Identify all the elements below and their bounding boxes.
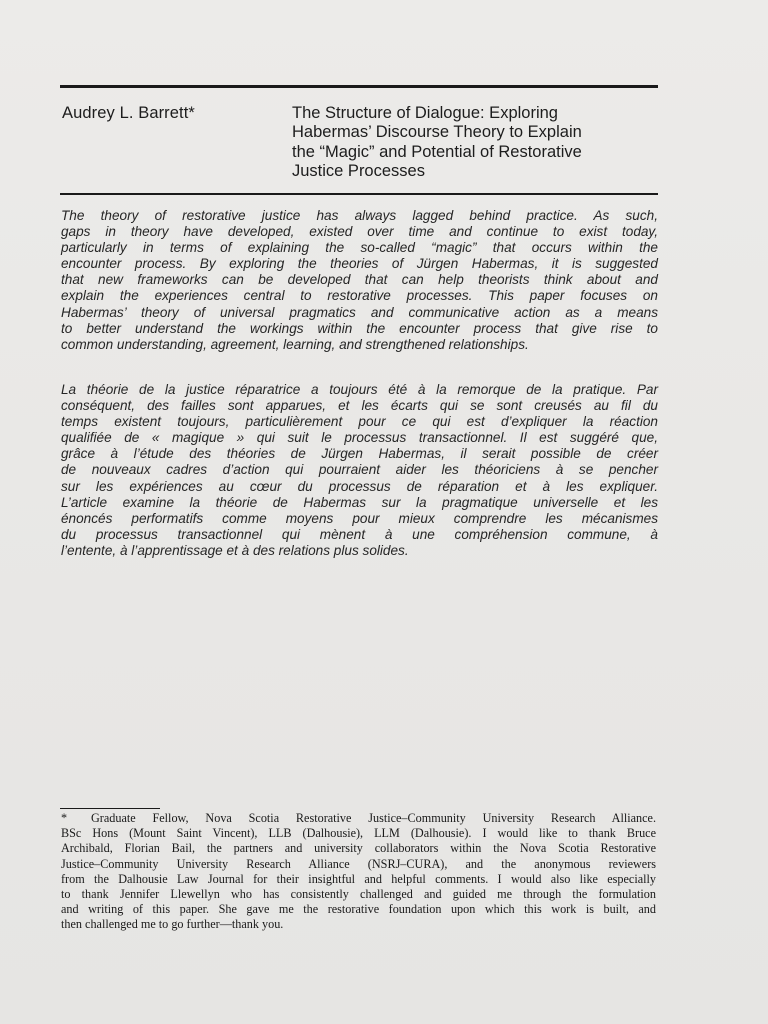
abstract-line: L’article examine la théorie de Habermas sur la pragmatique universelle et les: [61, 494, 658, 510]
abstract-french: [61, 382, 658, 559]
abstract-line: explain the experiences central to restorative processes. This paper focuses on: [61, 288, 658, 304]
footnote-marker: *: [61, 811, 68, 825]
abstract-line: l’entente, à l’apprentissage et à des relations plus solides.: [61, 542, 409, 558]
abstract-line: that new frameworks can be developed that can help theorists think about and: [61, 272, 658, 288]
footnote-line: and writing of this paper. She gave me the restorative foundation upon which this work is built, and: [61, 902, 656, 917]
footnote-line: Archibald, Florian Bail, the partners and university collaborators within the Nova Scotia Restorative: [61, 841, 656, 856]
footnote-rule: [60, 808, 160, 809]
footnote: [61, 811, 656, 933]
abstract-line: conséquent, des failles sont apparues, et les écarts qui se sont creusés au fil du: [61, 398, 658, 414]
title-line: Justice Processes: [292, 161, 425, 180]
abstract-line: encounter process. By exploring the theories of Jürgen Habermas, it is suggested: [61, 256, 658, 272]
abstract-line: to better understand the workings within the encounter process that give rise to: [61, 320, 658, 336]
footnote-line: to thank Jennifer Llewellyn who has consistently challenged and guided me through the formulation: [61, 887, 656, 902]
abstract-line: énoncés performatifs comme moyens pour mieux comprendre les mécanismes: [61, 510, 658, 526]
abstract-line: sur les expériences au cœur du processus de réparation et à les expliquer.: [61, 478, 658, 494]
header-top-rule: [60, 85, 658, 88]
title-line: Habermas’ Discourse Theory to Explain: [292, 123, 582, 142]
abstract-line: de nouveaux cadres d’action qui pourraient aider les théoriciens à se pencher: [61, 462, 658, 478]
title-line: The Structure of Dialogue: Exploring: [292, 104, 558, 122]
abstract-line: grâce à l’étude des théories de Jürgen Habermas, il serait possible de créer: [61, 446, 658, 462]
abstract-line: qualifiée de « magique » qui suit le processus transactionnel. Il est suggéré que,: [61, 430, 658, 446]
abstract-line: common understanding, agreement, learning, and strengthened relationships.: [61, 336, 529, 352]
footnote-line: Justice–Community University Research Alliance (NSRJ–CURA), and the anonymous reviewers: [61, 856, 656, 871]
abstract-line: du processus transactionnel qui mènent à une compréhension commune, à: [61, 526, 658, 542]
abstract-line: temps existent toujours, particulièrement pour ce qui est d’expliquer la réaction: [61, 414, 658, 430]
abstract-english: [61, 208, 658, 353]
author-name: Audrey L. Barrett*: [62, 104, 195, 122]
footnote-line-text: Graduate Fellow, Nova Scotia Restorative Justice–Community University Research Alliance.: [91, 811, 656, 825]
title-line: the “Magic” and Potential of Restorative: [292, 142, 582, 161]
abstract-line: gaps in theory have developed, existed over time and continue to exist today,: [61, 224, 658, 240]
footnote-line: from the Dalhousie Law Journal for their insightful and helpful comments. I would also like especially: [61, 871, 656, 886]
abstract-line: La théorie de la justice réparatrice a toujours été à la remorque de la pratique. Par: [61, 382, 658, 397]
abstract-line: Habermas’ theory of universal pragmatics and communicative action as a means: [61, 304, 658, 320]
article-title: [292, 104, 662, 181]
abstract-line: The theory of restorative justice has always lagged behind practice. As such,: [61, 208, 658, 223]
footnote-line: then challenged me to go further—thank you.: [61, 917, 284, 932]
header-bottom-rule: [60, 193, 658, 195]
footnote-line: [61, 811, 656, 826]
footnote-line: BSc Hons (Mount Saint Vincent), LLB (Dalhousie), LLM (Dalhousie). I would like to thank Bruce: [61, 826, 656, 841]
abstract-line: particularly in terms of explaining the so-called “magic” that occurs within the: [61, 240, 658, 256]
